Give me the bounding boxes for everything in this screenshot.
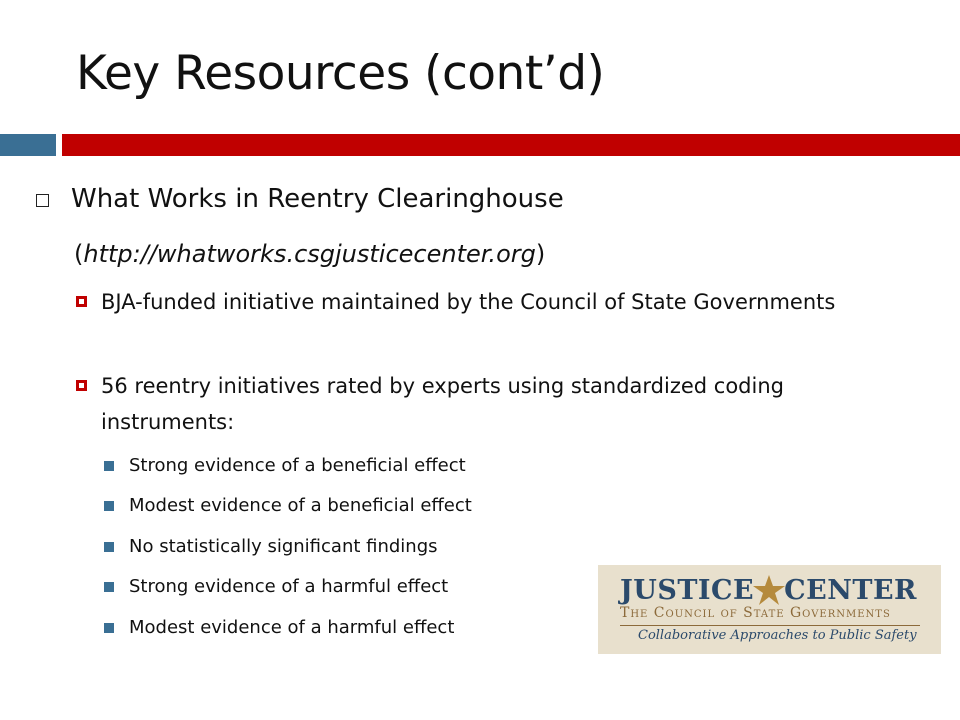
blue-square-bullet-icon [104,623,114,633]
blue-square-bullet-icon [104,501,114,511]
red-square-bullet-icon [76,296,87,307]
blue-square-bullet-icon [104,461,114,471]
blue-square-bullet-icon [104,542,114,552]
justice-center-logo [598,565,941,654]
rating-text: Strong evidence of a beneficial effect [129,455,466,476]
logo-subtitle: The Council of State Governments [620,605,891,621]
rating-text: Modest evidence of a beneficial effect [129,495,472,516]
star-icon [752,573,786,607]
url-open-paren: ( [74,240,84,268]
sub-bullet-text: BJA-funded initiative maintained by the Council of State Governments [101,290,836,314]
clearinghouse-url-line [74,240,545,268]
rating-item [104,617,454,638]
logo-word-left: JUSTICE [620,574,755,606]
slide-title: Key Resources (cont’d) [76,46,605,101]
main-bullet [36,184,564,214]
logo-tagline: Collaborative Approaches to Public Safety [638,628,917,643]
blue-square-bullet-icon [104,582,114,592]
logo-word-right: CENTER [784,574,917,606]
rating-text: No statistically significant findings [129,536,438,557]
rating-item [104,495,472,516]
sub-bullet-text: 56 reentry initiatives rated by experts using standardized coding instruments: [101,374,784,434]
main-bullet-text: What Works in Reentry Clearinghouse [71,184,564,214]
rating-item [104,455,466,476]
rating-item [104,536,438,557]
rating-text: Strong evidence of a harmful effect [129,576,449,597]
sub-bullet-funding [76,284,856,320]
hollow-square-bullet-icon [36,194,49,207]
logo-divider [620,625,920,626]
logo-wordmark [620,573,917,607]
url-close-paren: ) [535,240,546,268]
red-square-bullet-icon [76,380,87,391]
rating-item [104,576,448,597]
clearinghouse-url[interactable]: http://whatworks.csgjusticecenter.org [83,240,536,268]
rating-text: Modest evidence of a harmful effect [129,617,455,638]
sub-bullet-ratings [76,368,856,440]
